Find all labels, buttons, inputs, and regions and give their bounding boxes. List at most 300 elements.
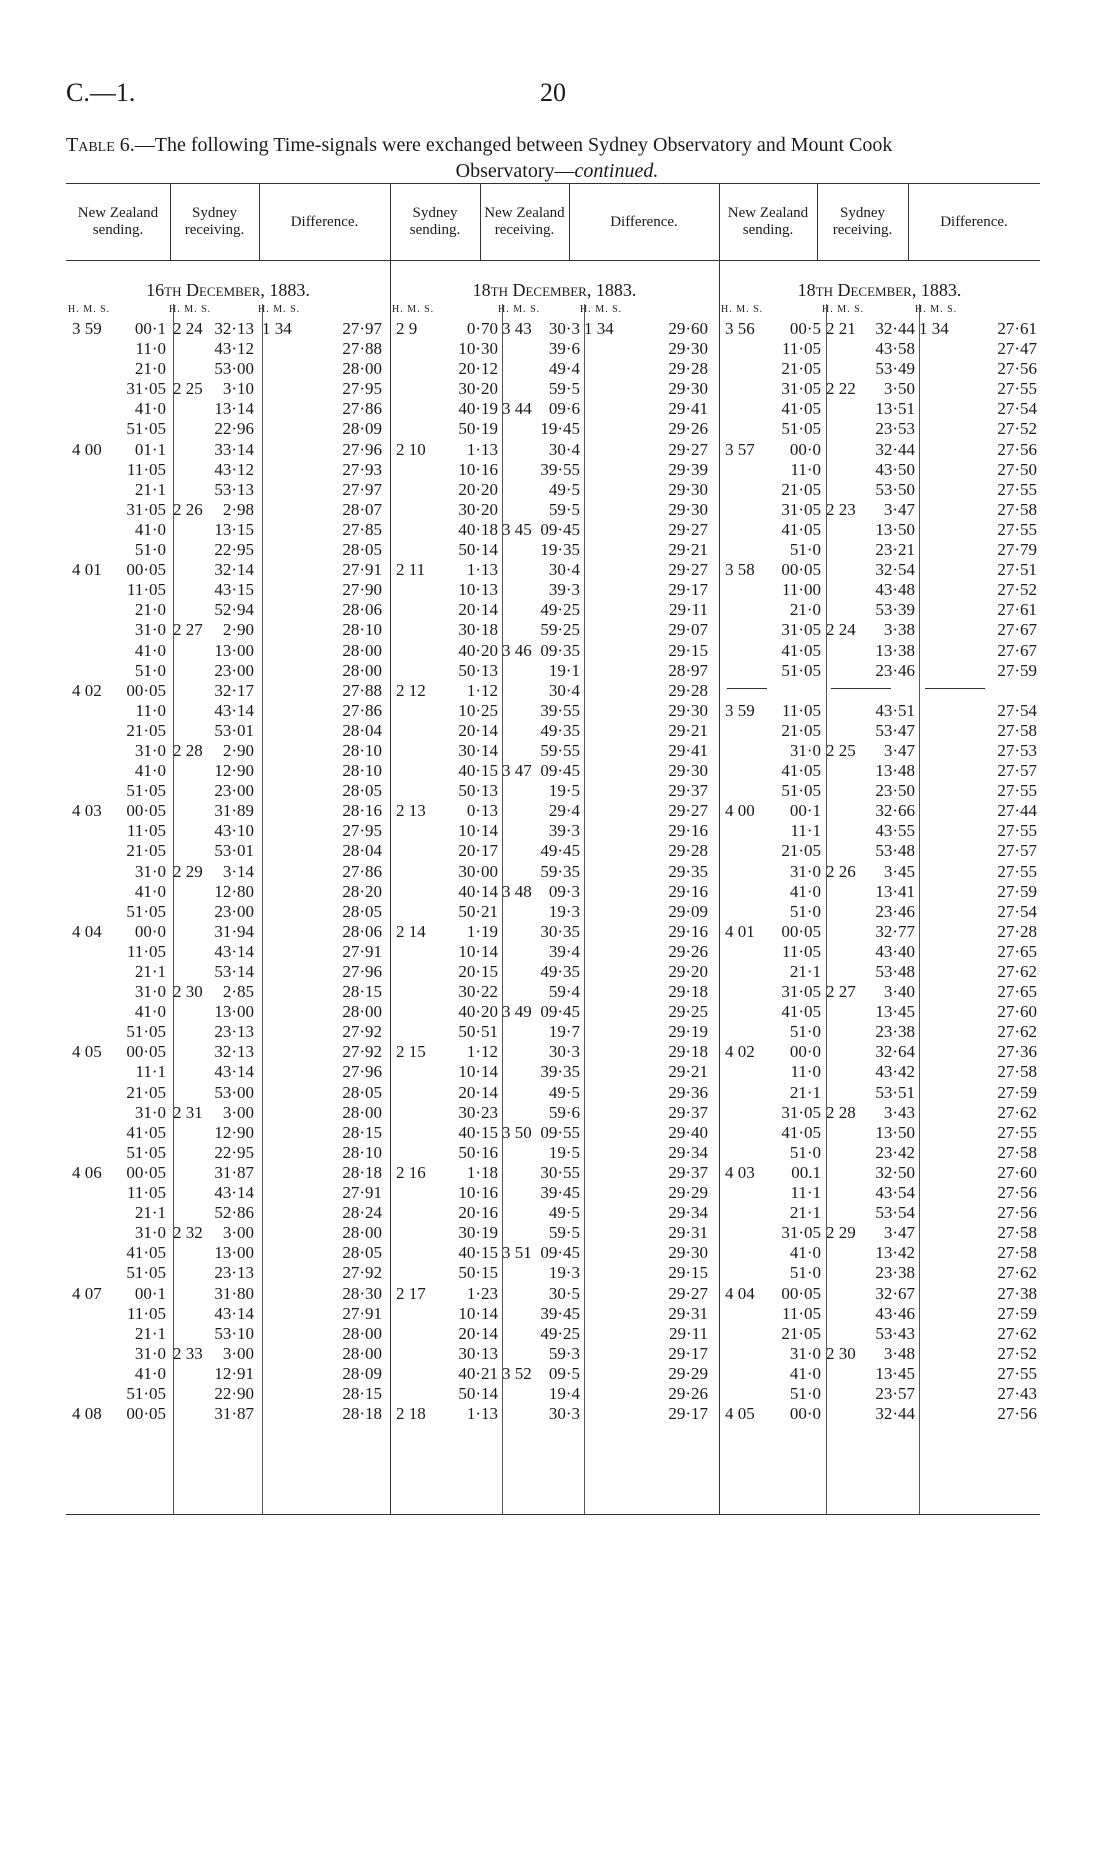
- seconds-cell: 31·0: [134, 740, 166, 760]
- table-row: [719, 440, 1040, 460]
- table-row: [390, 982, 719, 1002]
- seconds-cell: 27·61: [997, 319, 1037, 338]
- seconds-cell: 41·0: [789, 881, 821, 901]
- table-row: [66, 761, 390, 781]
- seconds-cell: 27·55: [997, 781, 1037, 801]
- table-row: [66, 1002, 390, 1022]
- seconds-cell: 41·0: [789, 1243, 821, 1263]
- table-row: [66, 1404, 390, 1424]
- seconds-cell: 49·25: [540, 1323, 580, 1343]
- seconds-cell: 27·54: [997, 700, 1037, 720]
- seconds-cell: 59·55: [540, 740, 580, 760]
- seconds-cell: 39·45: [540, 1303, 580, 1323]
- table-row: [719, 902, 1040, 922]
- table-row: [719, 681, 1040, 701]
- seconds-cell: 10·14: [458, 1303, 498, 1323]
- seconds-cell: 09·45: [540, 1002, 580, 1022]
- seconds-cell: 29·60: [668, 319, 708, 338]
- table-row: [719, 1183, 1040, 1203]
- seconds-cell: 29·19: [668, 1022, 708, 1042]
- column-header: Sydney sending.: [409, 205, 461, 238]
- seconds-cell: 23·46: [875, 901, 915, 921]
- seconds-cell: 10·14: [458, 941, 498, 961]
- hours-minutes-cell: 2 18: [396, 1404, 426, 1424]
- seconds-cell: 27·62: [997, 1022, 1037, 1042]
- seconds-cell: 28·09: [342, 419, 382, 439]
- table-row: [719, 480, 1040, 500]
- seconds-cell: 10·30: [458, 339, 498, 359]
- seconds-cell: 10·14: [458, 821, 498, 841]
- seconds-cell: 29·31: [668, 1223, 708, 1243]
- table-row: [66, 480, 390, 500]
- seconds-cell: 27·79: [997, 540, 1037, 560]
- seconds-cell: 11·0: [790, 1062, 821, 1082]
- table-row: [719, 922, 1040, 942]
- table-row: [719, 520, 1040, 540]
- seconds-cell: 00·5: [789, 319, 821, 338]
- seconds-cell: 43·55: [875, 821, 915, 841]
- header-divider: [170, 184, 171, 260]
- seconds-cell: 39·3: [548, 580, 580, 600]
- seconds-cell: 53·00: [214, 359, 254, 379]
- seconds-cell: 3·47: [883, 740, 915, 760]
- seconds-cell: 51·0: [789, 1263, 821, 1283]
- seconds-cell: 51·05: [126, 901, 166, 921]
- table-row: [719, 319, 1040, 339]
- seconds-cell: 0·13: [466, 801, 498, 821]
- seconds-cell: 32·13: [214, 1042, 254, 1062]
- seconds-cell: 30·20: [458, 499, 498, 519]
- seconds-cell: 39·55: [540, 700, 580, 720]
- seconds-cell: 28·00: [342, 1323, 382, 1343]
- seconds-cell: 27·61: [997, 600, 1037, 620]
- table-row: [390, 580, 719, 600]
- seconds-cell: 19·45: [540, 419, 580, 439]
- seconds-cell: 29·15: [668, 640, 708, 660]
- seconds-cell: 41·05: [126, 1122, 166, 1142]
- seconds-cell: 51·05: [781, 419, 821, 439]
- hours-minutes-cell: 2 28: [826, 1102, 856, 1122]
- seconds-cell: 39·55: [540, 459, 580, 479]
- seconds-cell: 50·13: [458, 781, 498, 801]
- seconds-cell: 28·30: [342, 1283, 382, 1303]
- seconds-cell: 28·97: [668, 660, 708, 680]
- table-row: [390, 520, 719, 540]
- seconds-cell: 11·05: [781, 339, 821, 359]
- seconds-cell: 41·0: [134, 881, 166, 901]
- seconds-cell: 27·67: [997, 620, 1037, 640]
- hours-minutes-cell: 3 44: [502, 399, 532, 419]
- hours-minutes-cell: 3 57: [725, 439, 755, 459]
- seconds-cell: 00·1: [789, 801, 821, 821]
- seconds-cell: 29·30: [668, 339, 708, 359]
- seconds-cell: 32·44: [875, 319, 915, 338]
- table-row: [719, 1143, 1040, 1163]
- table-row: [719, 641, 1040, 661]
- seconds-cell: 31·89: [214, 801, 254, 821]
- seconds-cell: 39·6: [548, 339, 580, 359]
- table-row: [66, 721, 390, 741]
- table-row: [390, 399, 719, 419]
- page-number: 20: [540, 78, 566, 107]
- break-dash: [925, 688, 985, 689]
- seconds-cell: 29·27: [668, 801, 708, 821]
- table-row: [390, 1384, 719, 1404]
- seconds-cell: 41·05: [781, 1002, 821, 1022]
- seconds-cell: 29·29: [668, 1363, 708, 1383]
- seconds-cell: 32·54: [875, 560, 915, 580]
- seconds-cell: 29·21: [668, 720, 708, 740]
- seconds-cell: 30·5: [548, 1283, 580, 1303]
- seconds-cell: 20·14: [458, 720, 498, 740]
- table-row: [390, 641, 719, 661]
- hours-minutes-cell: 2 24: [173, 319, 203, 338]
- seconds-cell: 51·0: [134, 660, 166, 680]
- seconds-cell: 31·0: [134, 861, 166, 881]
- block-divider: [719, 184, 720, 1514]
- table-row: [390, 1083, 719, 1103]
- seconds-cell: 49·5: [548, 1203, 580, 1223]
- seconds-cell: 29·37: [668, 781, 708, 801]
- hours-minutes-cell: 4 05: [72, 1042, 102, 1062]
- table-row: [66, 942, 390, 962]
- seconds-cell: 28·16: [342, 801, 382, 821]
- seconds-cell: 50·19: [458, 419, 498, 439]
- data-rows: [390, 319, 719, 1424]
- seconds-cell: 29·16: [668, 821, 708, 841]
- seconds-cell: 51·05: [126, 781, 166, 801]
- seconds-cell: 29·21: [668, 1062, 708, 1082]
- seconds-cell: 3·00: [222, 1102, 254, 1122]
- seconds-cell: 28·20: [342, 881, 382, 901]
- table-row: [390, 1022, 719, 1042]
- seconds-cell: 28·06: [342, 600, 382, 620]
- seconds-cell: 28·04: [342, 720, 382, 740]
- seconds-cell: 09·6: [548, 399, 580, 419]
- seconds-cell: 43·40: [875, 941, 915, 961]
- seconds-cell: 09·45: [540, 519, 580, 539]
- seconds-cell: 53·51: [875, 1082, 915, 1102]
- seconds-cell: 29·41: [668, 740, 708, 760]
- hours-minutes-cell: 4 04: [72, 921, 102, 941]
- hours-minutes-cell: 2 30: [826, 1343, 856, 1363]
- seconds-cell: 49·5: [548, 1082, 580, 1102]
- seconds-cell: 27·86: [342, 861, 382, 881]
- seconds-cell: 27·60: [997, 1002, 1037, 1022]
- seconds-cell: 31·05: [126, 379, 166, 399]
- seconds-cell: 31·87: [214, 1162, 254, 1182]
- table-row: [719, 339, 1040, 359]
- seconds-cell: 29·16: [668, 881, 708, 901]
- table-row: [390, 1163, 719, 1183]
- seconds-cell: 21·1: [789, 1082, 821, 1102]
- seconds-cell: 43·14: [214, 700, 254, 720]
- seconds-cell: 27·65: [997, 982, 1037, 1002]
- header-divider: [569, 184, 570, 260]
- table-row: [390, 721, 719, 741]
- table-row: [719, 701, 1040, 721]
- seconds-cell: 32·64: [875, 1042, 915, 1062]
- table-row: [719, 1324, 1040, 1344]
- seconds-cell: 29·4: [548, 801, 580, 821]
- seconds-cell: 32·77: [875, 921, 915, 941]
- seconds-cell: 20·15: [458, 962, 498, 981]
- seconds-cell: 21·05: [781, 479, 821, 499]
- seconds-cell: 41·05: [781, 640, 821, 660]
- unit-label: H. M. S.: [258, 304, 301, 315]
- table-row: [390, 1404, 719, 1424]
- table-row: [66, 1364, 390, 1384]
- seconds-cell: 59·5: [548, 1223, 580, 1243]
- table-row: [66, 922, 390, 942]
- table-row: [66, 1284, 390, 1304]
- seconds-cell: 29·27: [668, 560, 708, 580]
- table-block-3: [719, 184, 1040, 1514]
- seconds-cell: 28·18: [342, 1404, 382, 1424]
- seconds-cell: 31·87: [214, 1404, 254, 1424]
- table-row: [719, 1083, 1040, 1103]
- seconds-cell: 28·05: [342, 540, 382, 560]
- column-header: New Zealand receiving.: [484, 205, 565, 238]
- seconds-cell: 29·28: [668, 841, 708, 861]
- seconds-cell: 43·14: [214, 1303, 254, 1323]
- hours-minutes-cell: 3 46: [502, 640, 532, 660]
- table-row: [719, 500, 1040, 520]
- seconds-cell: 27·59: [997, 881, 1037, 901]
- seconds-cell: 20·12: [458, 359, 498, 379]
- seconds-cell: 27·55: [997, 379, 1037, 399]
- seconds-cell: 41·0: [134, 761, 166, 781]
- table-row: [719, 399, 1040, 419]
- seconds-cell: 3·45: [883, 861, 915, 881]
- unit-label: H. M. S.: [498, 304, 541, 315]
- seconds-cell: 19·5: [548, 781, 580, 801]
- table-row: [390, 801, 719, 821]
- seconds-cell: 21·1: [134, 962, 166, 981]
- seconds-cell: 10·25: [458, 700, 498, 720]
- seconds-cell: 27·57: [997, 761, 1037, 781]
- hours-minutes-cell: 2 16: [396, 1162, 426, 1182]
- seconds-cell: 59·6: [548, 1102, 580, 1122]
- table-row: [719, 962, 1040, 982]
- seconds-cell: 53·00: [214, 1082, 254, 1102]
- seconds-cell: 29·30: [668, 761, 708, 781]
- table-row: [390, 600, 719, 620]
- seconds-cell: 29·18: [668, 1042, 708, 1062]
- hours-minutes-cell: 2 17: [396, 1283, 426, 1303]
- seconds-cell: 27·97: [342, 479, 382, 499]
- document-reference: C.—1.: [66, 78, 136, 107]
- seconds-cell: 39·3: [548, 821, 580, 841]
- seconds-cell: 13·50: [875, 1122, 915, 1142]
- seconds-cell: 21·1: [134, 1203, 166, 1223]
- seconds-cell: 3·10: [222, 379, 254, 399]
- table-row: [66, 1123, 390, 1143]
- seconds-cell: 43·12: [214, 459, 254, 479]
- seconds-cell: 31·0: [789, 740, 821, 760]
- seconds-cell: 27·52: [997, 580, 1037, 600]
- table-row: [390, 962, 719, 982]
- seconds-cell: 00·05: [126, 1042, 166, 1062]
- hours-minutes-cell: 2 11: [396, 560, 426, 580]
- table-row: [66, 701, 390, 721]
- table-row: [719, 419, 1040, 439]
- seconds-cell: 43·42: [875, 1062, 915, 1082]
- seconds-cell: 30·3: [548, 1404, 580, 1424]
- seconds-cell: 31·05: [781, 1223, 821, 1243]
- seconds-cell: 27·95: [342, 379, 382, 399]
- seconds-cell: 28·05: [342, 1082, 382, 1102]
- seconds-cell: 27·55: [997, 1363, 1037, 1383]
- seconds-cell: 11·0: [135, 700, 166, 720]
- seconds-cell: 00·05: [781, 1283, 821, 1303]
- seconds-cell: 29·36: [668, 1082, 708, 1102]
- hours-minutes-cell: 4 01: [725, 921, 755, 941]
- seconds-cell: 09·5: [548, 1363, 580, 1383]
- seconds-cell: 53·01: [214, 720, 254, 740]
- seconds-cell: 30·3: [548, 1042, 580, 1062]
- table-row: [66, 1022, 390, 1042]
- seconds-cell: 53·13: [214, 479, 254, 499]
- seconds-cell: 27·38: [997, 1283, 1037, 1303]
- seconds-cell: 31·94: [214, 921, 254, 941]
- table-row: [390, 379, 719, 399]
- seconds-cell: 51·05: [126, 1022, 166, 1042]
- seconds-cell: 13·42: [875, 1243, 915, 1263]
- table-row: [390, 460, 719, 480]
- seconds-cell: 09·45: [540, 1243, 580, 1263]
- unit-label: H. M. S.: [580, 304, 623, 315]
- table-block-1: [66, 184, 390, 1514]
- seconds-cell: 43·58: [875, 339, 915, 359]
- seconds-cell: 49·35: [540, 962, 580, 981]
- hours-minutes-cell: 4 04: [725, 1283, 755, 1303]
- seconds-cell: 30·4: [548, 439, 580, 459]
- seconds-cell: 27·62: [997, 962, 1037, 981]
- seconds-cell: 27·92: [342, 1022, 382, 1042]
- hours-minutes-cell: 2 26: [826, 861, 856, 881]
- seconds-cell: 10·16: [458, 1183, 498, 1203]
- seconds-cell: 23·42: [875, 1142, 915, 1162]
- seconds-cell: 10·16: [458, 459, 498, 479]
- column-header: Sydney receiving.: [184, 205, 245, 238]
- hours-minutes-cell: 2 21: [826, 319, 856, 338]
- table-row: [390, 319, 719, 339]
- seconds-cell: 19·5: [548, 1142, 580, 1162]
- seconds-cell: 30·4: [548, 680, 580, 700]
- date-heading: 18th December, 1883.: [797, 280, 962, 300]
- seconds-cell: 59·35: [540, 861, 580, 881]
- seconds-cell: 27·58: [997, 1142, 1037, 1162]
- seconds-cell: 53·48: [875, 962, 915, 981]
- table-row: [390, 359, 719, 379]
- seconds-cell: 09·35: [540, 640, 580, 660]
- seconds-cell: 49·5: [548, 479, 580, 499]
- seconds-cell: 27·86: [342, 700, 382, 720]
- seconds-cell: 00·05: [126, 1404, 166, 1424]
- seconds-cell: 41·0: [789, 1363, 821, 1383]
- seconds-cell: 27·47: [997, 339, 1037, 359]
- hours-minutes-cell: 4 02: [72, 680, 102, 700]
- table-row: [390, 741, 719, 761]
- seconds-cell: 29·11: [668, 600, 708, 620]
- seconds-cell: 27·92: [342, 1263, 382, 1283]
- seconds-cell: 29·09: [668, 901, 708, 921]
- seconds-cell: 59·3: [548, 1343, 580, 1363]
- seconds-cell: 27·96: [342, 439, 382, 459]
- seconds-cell: 29·26: [668, 1383, 708, 1403]
- seconds-cell: 3·00: [222, 1343, 254, 1363]
- seconds-cell: 32·44: [875, 1404, 915, 1424]
- table-row: [719, 1002, 1040, 1022]
- table-row: [390, 1304, 719, 1324]
- seconds-cell: 23·57: [875, 1383, 915, 1403]
- seconds-cell: 12·91: [214, 1363, 254, 1383]
- seconds-cell: 13·48: [875, 761, 915, 781]
- table-row: [66, 661, 390, 681]
- seconds-cell: 28·15: [342, 1122, 382, 1142]
- seconds-cell: 50·14: [458, 1383, 498, 1403]
- seconds-cell: 11·0: [135, 339, 166, 359]
- seconds-cell: 32·17: [214, 680, 254, 700]
- hours-minutes-cell: 4 03: [725, 1162, 755, 1182]
- seconds-cell: 00·0: [134, 921, 166, 941]
- seconds-cell: 51·0: [789, 901, 821, 921]
- seconds-cell: 27·88: [342, 339, 382, 359]
- table-caption: [66, 132, 1048, 184]
- seconds-cell: 27·90: [342, 580, 382, 600]
- time-signal-table: [66, 183, 1040, 1515]
- seconds-cell: 43·14: [214, 941, 254, 961]
- seconds-cell: 20·16: [458, 1203, 498, 1223]
- table-row: [66, 1263, 390, 1283]
- table-row: [719, 580, 1040, 600]
- table-row: [719, 761, 1040, 781]
- seconds-cell: 21·05: [781, 359, 821, 379]
- seconds-cell: 21·1: [134, 1323, 166, 1343]
- seconds-cell: 51·05: [126, 419, 166, 439]
- table-row: [390, 661, 719, 681]
- seconds-cell: 30·18: [458, 620, 498, 640]
- seconds-cell: 23·38: [875, 1022, 915, 1042]
- seconds-cell: 3·48: [883, 1343, 915, 1363]
- seconds-cell: 31·0: [134, 1102, 166, 1122]
- seconds-cell: 39·45: [540, 1183, 580, 1203]
- seconds-cell: 40·15: [458, 1243, 498, 1263]
- seconds-cell: 31·05: [781, 1102, 821, 1122]
- break-dash: [831, 688, 891, 689]
- seconds-cell: 11·0: [790, 459, 821, 479]
- table-row: [66, 641, 390, 661]
- hours-minutes-cell: 3 51: [502, 1243, 532, 1263]
- seconds-cell: 30·3: [548, 319, 580, 338]
- seconds-cell: 29·28: [668, 359, 708, 379]
- table-row: [66, 1203, 390, 1223]
- table-row: [66, 399, 390, 419]
- table-row: [390, 500, 719, 520]
- seconds-cell: 23·13: [214, 1263, 254, 1283]
- hours-minutes-cell: 2 23: [826, 499, 856, 519]
- table-row: [719, 1163, 1040, 1183]
- table-row: [719, 661, 1040, 681]
- table-row: [719, 1344, 1040, 1364]
- seconds-cell: 27·97: [342, 319, 382, 338]
- hours-minutes-cell: 4 06: [72, 1162, 102, 1182]
- seconds-cell: 12·90: [214, 1122, 254, 1142]
- hours-minutes-cell: 2 14: [396, 921, 426, 941]
- table-row: [390, 1263, 719, 1283]
- table-row: [719, 942, 1040, 962]
